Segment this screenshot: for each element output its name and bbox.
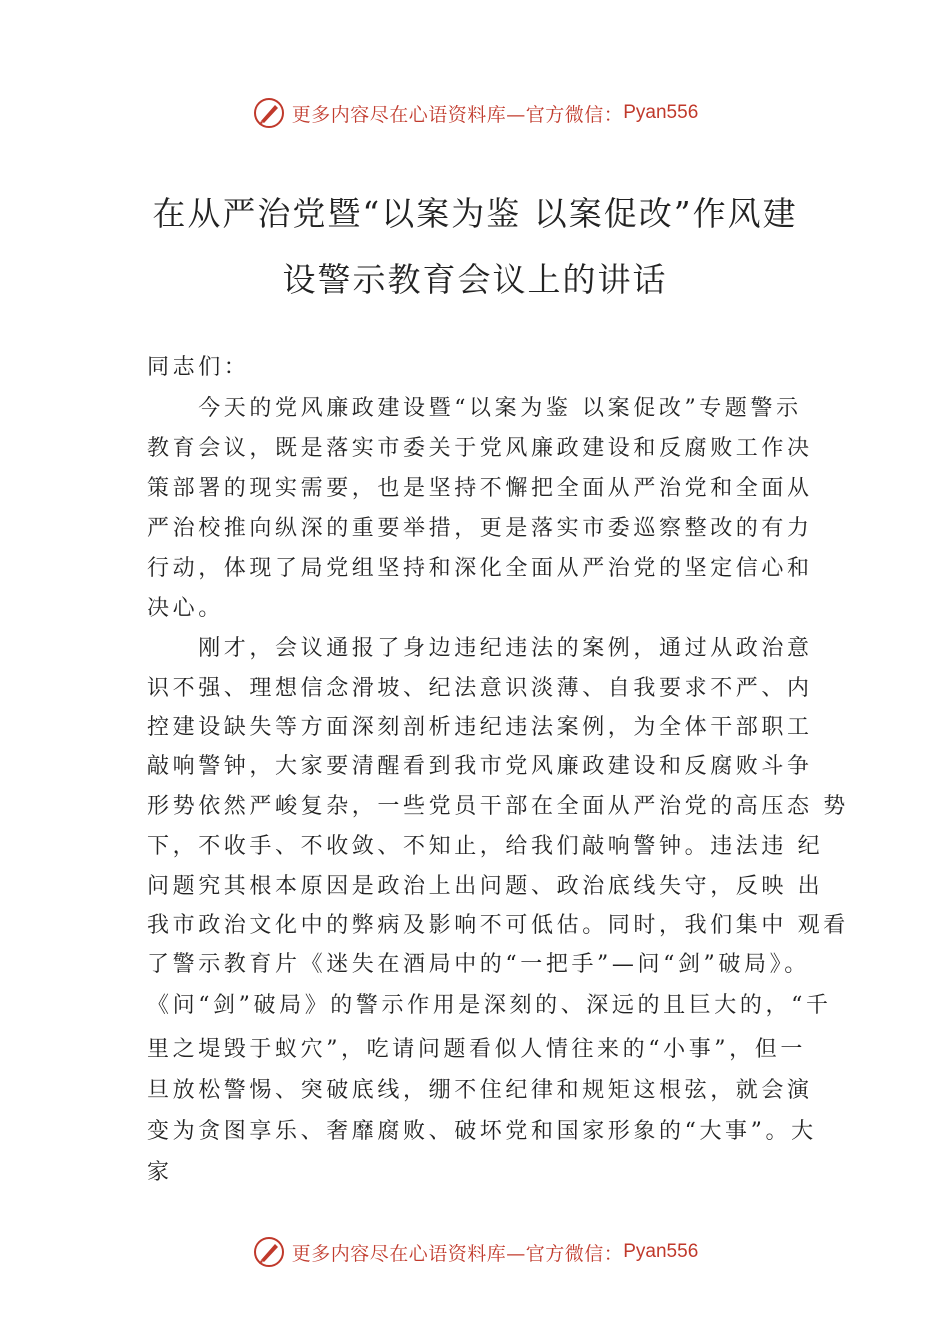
body-line: 我市政治文化中的弊病及影响不可低估。同时，我们集中 观看 — [147, 913, 849, 938]
body-line: 控建设缺失等方面深刻剖析违纪违法案例，为全体干部职工 — [147, 715, 813, 740]
banner-wechat-id: Pyan556 — [623, 1241, 699, 1262]
document-title-line-2: 设警示教育会议上的讲话 — [282, 260, 668, 299]
footer-banner — [0, 1232, 950, 1272]
body-line: 今天的党风廉政建设暨“以案为鉴 以案促改”专题警示 — [147, 396, 802, 421]
body-line: 同志们： — [147, 355, 250, 380]
banner-wechat-id: Pyan556 — [623, 102, 699, 123]
body-line: 敲响警钟，大家要清醒看到我市党风廉政建设和反腐败斗争 — [147, 754, 813, 779]
body-line: 《问“剑”破局》的警示作用是深刻的、深远的且巨大的，“千 — [147, 993, 832, 1018]
body-line: 下，不收手、不收敛、不知止，给我们敲响警钟。违法违 纪 — [147, 834, 824, 859]
body-line: 变为贪图享乐、奢靡腐败、破坏党和国家形象的“大事”。大 — [147, 1119, 817, 1144]
pen-logo-icon — [252, 96, 286, 130]
body-line: 刚才，会议通报了身边违纪违法的案例，通过从政治意 — [147, 636, 813, 661]
body-line: 决心。 — [147, 596, 224, 621]
body-line: 识不强、理想信念滑坡、纪法意识淡薄、自我要求不严、内 — [147, 676, 813, 701]
pen-logo-icon — [252, 1235, 286, 1269]
banner-text: 更多内容尽在心语资料库—官方微信： — [291, 1242, 624, 1265]
body-line: 了警示教育片《迷失在酒局中的“一把手”—问“剑”破局》。 — [147, 952, 810, 977]
body-line: 形势依然严峻复杂，一些党员干部在全面从严治党的高压态 势 — [147, 794, 849, 819]
header-banner — [0, 93, 950, 133]
body-line: 严治校推向纵深的重要举措，更是落实市委巡察整改的有力 — [147, 516, 813, 541]
body-line: 里之堤毁于蚁穴”，吃请问题看似人情往来的“小事”，但一 — [147, 1037, 806, 1062]
banner-text: 更多内容尽在心语资料库—官方微信： — [291, 103, 624, 126]
document-title-line-1: 在从严治党暨“以案为鉴 以案促改”作风建 — [152, 194, 798, 233]
body-line: 行动，体现了局党组坚持和深化全面从严治党的坚定信心和 — [147, 556, 813, 581]
body-line: 问题究其根本原因是政治上出问题、政治底线失守，反映 出 — [147, 874, 824, 899]
body-line: 旦放松警惕、突破底线，绷不住纪律和规矩这根弦，就会演 — [147, 1078, 813, 1103]
body-line: 家 — [147, 1160, 173, 1185]
body-line: 策部署的现实需要，也是坚持不懈把全面从严治党和全面从 — [147, 476, 813, 501]
body-line: 教育会议，既是落实市委关于党风廉政建设和反腐败工作决 — [147, 436, 813, 461]
